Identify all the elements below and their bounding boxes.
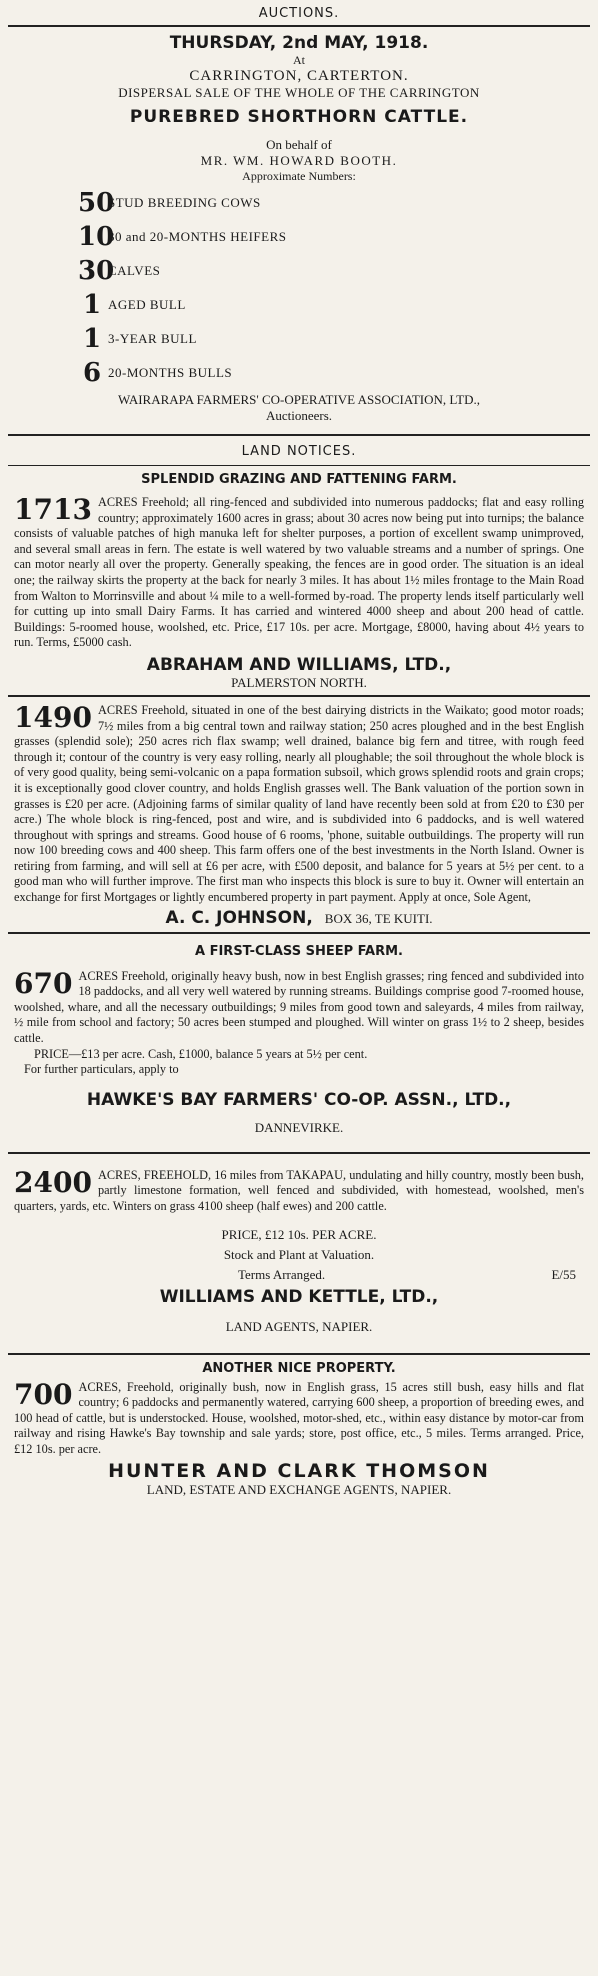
auction-date: THURSDAY, 2nd MAY, 1918. <box>169 33 429 53</box>
farm2-agent-address: BOX 36, TE KUITI. <box>324 910 433 926</box>
auction-place: CARRINGTON, CARTERTON. <box>189 68 409 84</box>
farm1-title: SPLENDID GRAZING AND FATTENING FARM. <box>141 472 457 487</box>
newspaper-page <box>0 6 598 1976</box>
farm1-acreage: 1713 <box>14 493 92 526</box>
farm1-text: ACRES Freehold; all ring-fenced and subdivided into numerous paddocks; flat and easy rolling country; approximately 1600 acres in grass; about 30 acres now being put into turnips; the balance consists of valuable patches of high manuka left for shelter purposes, a portion of excellent swamp unimproved, and several small areas in fern. The estate is well watered by two valuable streams and a number of springs. One can motor nearly all over the property. Generally speaking, the fences are in good order. The situation is an ideal one; the railway skirts the property at the back for nearly 3 miles. It has about 1½ miles frontage to the Main Road from Walton to Morrinsville and about ¼ mile to a well-formed by-road. The property lends itself particularly well for cutting up into small Dairy Farms. It has carried and wintered 4000 sheep and about 200 head of cattle. Buildings: 5-roomed house, woolshed, etc. Price, £17 10s. per acre. Mortgage, £8000, having about 4½ years to run. Terms, £5000 cash. <box>14 495 584 650</box>
auction-association: WAIRARAPA FARMERS' CO-OPERATIVE ASSOCIATION, LTD., <box>118 392 480 407</box>
auction-behalf: On behalf of <box>266 137 332 152</box>
auction-owner: MR. WM. HOWARD BOOTH. <box>200 153 398 168</box>
lot-label: CALVES <box>108 263 161 278</box>
farm4-ref: E/55 <box>551 1266 576 1282</box>
divider <box>8 695 590 697</box>
farm3-title: A FIRST-CLASS SHEEP FARM. <box>195 943 403 959</box>
auction-at: At <box>293 53 305 67</box>
lot-label: 3-YEAR BULL <box>108 331 197 346</box>
divider <box>8 434 590 436</box>
lot-label: 20-MONTHS BULLS <box>108 365 233 380</box>
lot-count: 30 <box>78 256 115 286</box>
farm3-acreage: 670 <box>14 966 73 1000</box>
farm4-acreage: 2400 <box>14 1165 92 1199</box>
farm4-agent: WILLIAMS AND KETTLE, LTD., <box>159 1286 439 1307</box>
lot-label: STUD BREEDING COWS <box>108 195 261 210</box>
lot-count: 50 <box>78 188 115 218</box>
farm4-terms-line <box>238 1267 576 1283</box>
farm1-agent-place: PALMERSTON NORTH. <box>231 674 367 690</box>
lot-row <box>78 322 590 356</box>
farm5-notice <box>14 1377 584 1458</box>
farm2-agent: A. C. JOHNSON, <box>165 907 313 928</box>
section-heading-auctions: AUCTIONS. <box>258 6 340 21</box>
divider <box>8 465 590 466</box>
lot-row <box>78 356 590 390</box>
farm4-text: ACRES, FREEHOLD, 16 miles from TAKAPAU, undulating and hilly country, mostly been bush, partly limestone formation, well fenced and subdivided, with homestead, woolshed, men's quarters, yards, etc. Winters on grass 4100 sheep (half ewes) and 200 cattle. <box>14 1167 584 1213</box>
auction-approx: Approximate Numbers: <box>242 169 356 183</box>
lot-row <box>78 220 590 254</box>
farm4-notice <box>14 1165 584 1215</box>
auction-lot-list <box>78 186 590 390</box>
farm4-agent-place: LAND AGENTS, NAPIER. <box>225 1318 373 1334</box>
lot-count: 1 <box>82 324 102 354</box>
farm3-agent: HAWKE'S BAY FARMERS' CO-OP. ASSN., LTD., <box>86 1089 512 1110</box>
farm2-agent-line <box>8 908 590 928</box>
divider <box>8 1152 590 1154</box>
lot-row <box>78 186 590 220</box>
farm4-price: PRICE, £12 10s. PER ACRE. <box>221 1226 377 1242</box>
farm5-text: ACRES, Freehold, originally bush, now in English grass, 15 acres still bush, easy hills and flat country; 6 paddocks and permanently watered, carrying 600 sheep, a proportion of breeding ewes, and 100 head of cattle, but is understocked. House, woolshed, motor-shed, etc., within easy distance by motor-car from railway and rising Hawke's Bay township and sale yards; store, post office, etc., 5 miles. Terms arranged. Price, £12 10s. per acre. <box>14 1379 584 1456</box>
lot-label: AGED BULL <box>108 297 186 312</box>
farm4-terms: Terms Arranged. <box>238 1266 326 1282</box>
divider <box>8 932 590 934</box>
divider <box>8 25 590 27</box>
auction-auctioneers: Auctioneers. <box>265 408 333 423</box>
auction-title: PUREBRED SHORTHORN CATTLE. <box>129 107 469 127</box>
lot-label: 30 and 20-MONTHS HEIFERS <box>108 229 287 244</box>
section-heading-land: LAND NOTICES. <box>241 444 357 459</box>
farm5-title: ANOTHER NICE PROPERTY. <box>202 1360 396 1376</box>
lot-row <box>78 254 590 288</box>
divider <box>8 1353 590 1355</box>
farm2-acreage: 1490 <box>14 700 92 734</box>
lot-row <box>78 288 590 322</box>
farm3-text: ACRES Freehold, originally heavy bush, now in best English grasses; ring fenced and subdivided into 18 paddocks, and all very well watered by running streams. Buildings comprise good 7-roomed house, woolshed, whare, and all the necessary outbuildings; 9 miles from good town and saleyards, 4 miles from railway, ½ mile from school and factory; 50 acres been stumped and ploughed. Will winter on grass 1½ to 2 sheep, besides cattle. <box>14 968 584 1046</box>
farm2-text: ACRES Freehold, situated in one of the best dairying districts in the Waikato; good motor roads; 7½ miles from a big central town and railway station; 250 acres ploughed and in the best English grasses (splendid sole); 250 acres rich flax swamp; well drained, balance big fern and titree, with rough feed through it; contour of the country is very easy rolling, nearly all ploughable; the soil throughout the whole block is of very good quality, being semi-volcanic on a papa formation subsoil, which grows splendid roots and grain crops; it is exceptionally good clover country, and holds English grasses well. The Bank valuation of the portion sown in grasses is £20 per acre. (Adjoining farms of similar quality of land have recently been sold at from £20 to £30 per acre.) The whole block is ring-fenced, post and wire, and is subdivided into 6 paddocks, and is well watered throughout with springs and streams. Good house of 6 rooms, 'phone, suitable outbuildings. The property will run now 100 breeding cows and 400 sheep. This farm offers one of the best investments in the North Island. Owner is retiring from farming, and will sell at £6 per acre, with £500 deposit, and balance for 5 years at 5½ per cent. to a good man who will further improve. The first man who inspects this block is sure to buy it. Owner will entertain an exchange for first Mortgages or lightly encumbered property in part payment. Apply at once, Sole Agent, <box>14 702 584 905</box>
farm5-agent-place: LAND, ESTATE AND EXCHANGE AGENTS, NAPIER. <box>146 1481 452 1497</box>
lot-count: 10 <box>78 222 115 252</box>
farm5-agent: HUNTER AND CLARK THOMSON <box>108 1459 490 1482</box>
auction-dispersal: DISPERSAL SALE OF THE WHOLE OF THE CARRINGTON <box>118 85 480 100</box>
farm1-agent: ABRAHAM AND WILLIAMS, LTD., <box>146 654 452 675</box>
farm5-acreage: 700 <box>14 1377 73 1411</box>
farm3-price: PRICE—£13 per acre. Cash, £1000, balance 5 years at 5½ per cent. <box>34 1046 368 1061</box>
farm1-notice <box>14 495 584 651</box>
farm4-stock: Stock and Plant at Valuation. <box>223 1246 375 1262</box>
farm3-agent-place: DANNEVIRKE. <box>254 1119 344 1135</box>
lot-count: 1 <box>82 290 102 320</box>
farm3-further: For further particulars, apply to <box>24 1062 179 1077</box>
farm2-notice <box>14 700 584 906</box>
lot-count: 6 <box>82 358 102 388</box>
farm3-notice <box>14 966 584 1047</box>
